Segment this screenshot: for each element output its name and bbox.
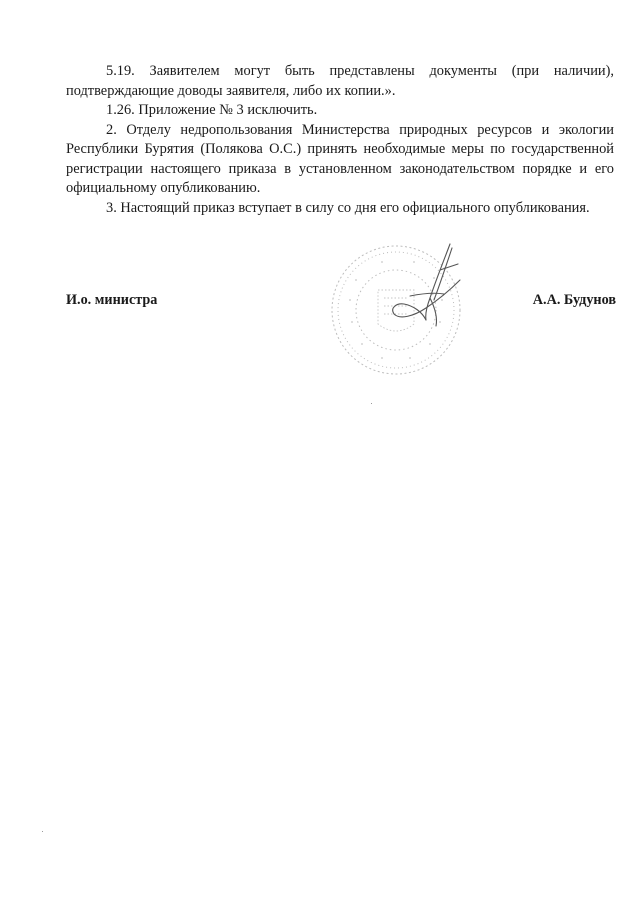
scan-speck — [42, 831, 43, 832]
scan-speck — [371, 403, 372, 404]
signer-name: А.А. Будунов — [532, 292, 616, 308]
paragraph-1-26: 1.26. Приложение № 3 исключить. — [106, 102, 318, 118]
position-label: И.о. министра — [66, 292, 158, 308]
document-body — [66, 62, 614, 218]
paragraph-3: 3. Настоящий приказ вступает в силу со дня его официального опубликования. — [106, 199, 590, 216]
paragraph-5-19: 5.19. Заявителем могут быть представлены документы (при наличии), подтверждающие доводы заявителя, либо их копии.». — [66, 63, 614, 99]
paragraph-2: 2. Отделу недропользования Министерства природных ресурсов и экологии Республики Бурятия (Полякова О.С.) принять необходимые меры по государственной регистрации настоящего приказа в установленном законодательством порядке и его официальному опубликованию. — [66, 121, 614, 196]
handwritten-signature-icon — [380, 240, 470, 340]
